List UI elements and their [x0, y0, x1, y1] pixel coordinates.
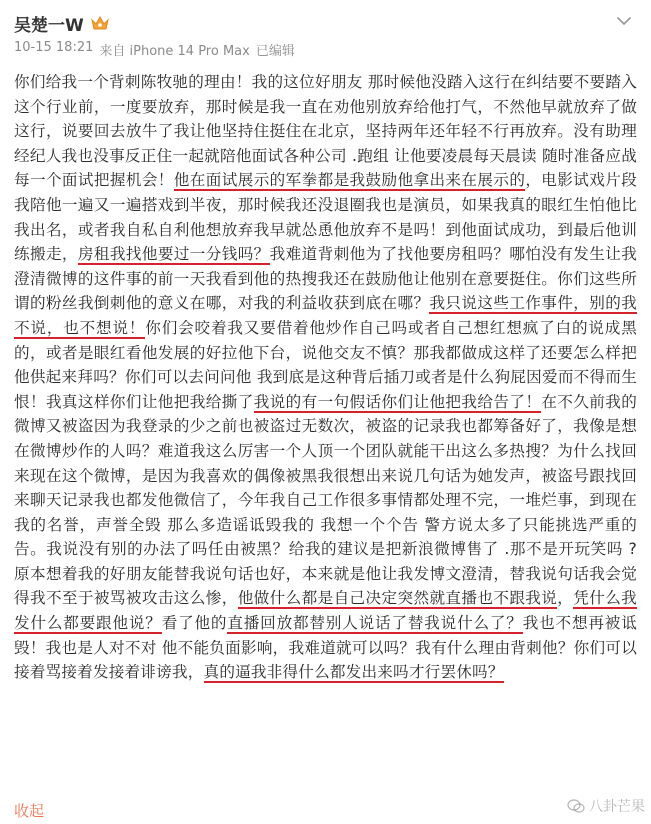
watermark-label: 八卦芒果	[589, 799, 645, 815]
post-header	[14, 10, 637, 60]
text-segment: ，电影试戏片段 我陪他一遍又一遍搭戏到半夜，那时候我还没退圈我也是演员，如果我真的眼红生怕他比我出名，或者我自私自利他想放弃我早就怂恿他放弃不是吗！到他面试成功，到最后他训练搬走，	[14, 171, 637, 264]
text-segment: 看了他的	[161, 614, 228, 633]
post-edited-label[interactable]: 已编辑	[255, 44, 295, 59]
highlighted-text-segment: 我说的有一句假话你们让他把我给告了！	[253, 392, 542, 411]
text-segment: 在不久前我的微博又被盗因为我登录的少之前也被盗过无数次，被盗的记录我也都筹备好了，我像是想在微博炒作的人吗？难道我这么厉害一个人顶一个团队就能干出这么多热搜？为什么找回来现在这个微博，是因为我喜欢的偶像被黑我很想出来说几句话为她发声，被盗号跟找回来聊天记录我也都发他微信了，今年我自己工作很多事情都处理不完，一堆烂事，到现在我的名誉，声誉全毁 那么多造谣诋毁我的 我想一个个告 警方说太多了只能挑选严重的告。我说没有别的办法了吗任由被黑？给我的建议是把新浪微博售了 .那不是开玩笑吗 ?原本想着我的好朋友能替我说句话也好，本来就是他让我发博文澄清，替我说句话我会觉得我不至于被骂被攻击这么惨，	[14, 392, 637, 608]
highlighted-text-segment: 直播回放都替别人说话了替我说什么了？	[227, 614, 523, 633]
text-segment: 我难道背刺他为了找他要房租吗？哪怕没有发生让我澄清微博的这件事的前一天我看到他的热搜我还在鼓励他让他别在意要挺住。你们这些所谓的粉丝我倒刺他的意义在哪，对我的利益收获到底在哪？	[14, 245, 637, 313]
watermark	[567, 796, 645, 816]
highlighted-text-segment: 他做什么都是自己决定突然就直播也不跟我说	[237, 589, 558, 608]
wechat-icon	[567, 797, 585, 815]
text-segment: ，	[557, 589, 574, 608]
post-text	[14, 70, 637, 685]
text-segment: 你们给我一个背刺陈牧驰的理由！我的这位好朋友 那时候他没踏入这行在纠结要不要踏入这个行业前，一度要放弃，那时候是我一直在劝他别放弃给他打气，不然他早就放弃了做这行，说要回去放牛了我让他坚持住挺住在北京，坚持两年还年轻不行再放弃。没有助理经纪人我也没事反正住一起就陪他面试各种公司 .跑组 让他要凌晨每天晨读 随时准备应战每一个面试把握机会！	[14, 73, 637, 190]
highlighted-text-segment: 我只说这些工作事件，别的我不说，也不想说！	[14, 294, 637, 337]
text-segment: 我也不想再被诋毁！我也是人对不对 他不能负面影响，我难道就可以吗？我有什么理由背刺他？你们可以接着骂接着发接着诽谤我，	[14, 614, 637, 682]
highlighted-text-segment: 真的逼我非得什么都发出来吗才行罢休吗？	[203, 663, 504, 682]
post-source: 来自 iPhone 14 Pro Max	[99, 44, 250, 59]
vip-crown-icon[interactable]	[90, 15, 110, 31]
username[interactable]: 吴楚一W	[14, 15, 84, 36]
highlighted-text-segment: 他在面试展示的军拳都是我鼓励他拿出来在展示的	[173, 171, 526, 190]
highlighted-text-segment: 凭什么我发什么都要跟他说？	[14, 589, 637, 633]
username-row	[14, 10, 637, 36]
highlighted-text-segment: 房租我找他要过一分钱吗？	[77, 245, 270, 264]
post-time: 10-15 18:21	[14, 40, 94, 55]
text-segment: 你们会咬着我又要借着他炒作自己吗或者自己想红想疯了白的说成黑的，或者是眼红看他发展的好拉他下台，说他交友不慎？那我都做成这样了还要怎么样把他供起来拜吗？你们可以去问问他 我到底是这种背后插刀或者是什么狗屁因爱而不得而生恨！我真这样你们让他把我给撕了	[14, 318, 637, 411]
chevron-down-icon[interactable]	[615, 12, 633, 30]
post-meta	[14, 40, 637, 59]
collapse-button[interactable]: 收起	[14, 802, 45, 820]
